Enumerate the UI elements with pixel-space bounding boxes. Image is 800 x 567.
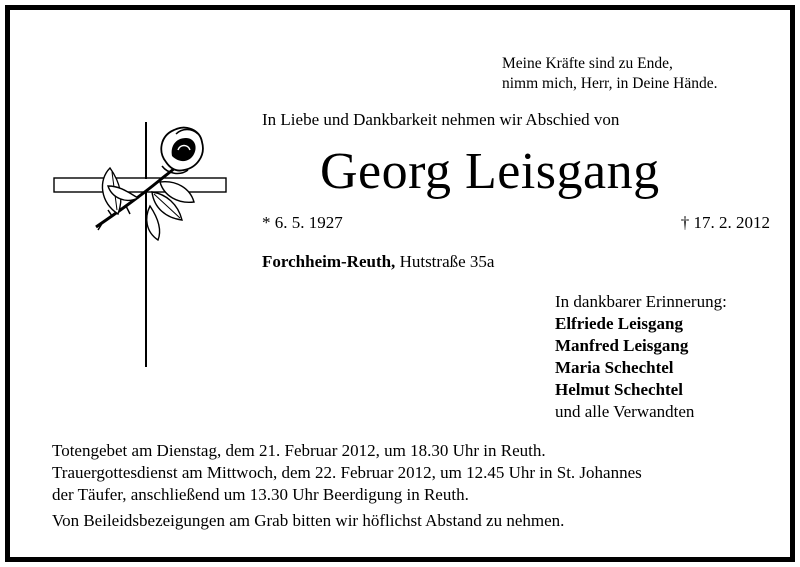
cross-with-rose-icon — [48, 122, 238, 372]
birth-date: * 6. 5. 1927 — [262, 213, 343, 232]
intro-text: In Liebe und Dankbarkeit nehmen wir Abschied von — [262, 110, 620, 129]
burial-info: der Täufer, anschließend um 13.30 Uhr Beerdigung in Reuth. — [52, 485, 469, 504]
mourners-closing: und alle Verwandten — [555, 402, 695, 421]
prayer-info: Totengebet am Dienstag, dem 21. Februar 2012, um 18.30 Uhr in Reuth. — [52, 441, 546, 460]
service-details — [52, 440, 642, 532]
residence — [262, 252, 494, 272]
condolence-request: Von Beileidsbezeigungen am Grab bitten wir höflichst Abstand zu nehmen. — [52, 511, 565, 530]
mourners-block — [555, 291, 727, 423]
mourner-name: Maria Schechtel — [555, 358, 674, 377]
mourner-name: Manfred Leisgang — [555, 336, 689, 355]
quote — [502, 54, 717, 94]
mourners-heading: In dankbarer Erinnerung: — [555, 292, 727, 311]
death-date: † 17. 2. 2012 — [680, 213, 770, 232]
quote-line-1: Meine Kräfte sind zu Ende, — [502, 55, 673, 72]
quote-line-2: nimm mich, Herr, in Deine Hände. — [502, 75, 718, 92]
deceased-name: Georg Leisgang — [320, 143, 660, 200]
residence-town: Forchheim-Reuth, — [262, 252, 396, 271]
obituary-notice — [5, 5, 795, 562]
funeral-mass-info: Trauergottesdienst am Mittwoch, dem 22. Februar 2012, um 12.45 Uhr in St. Johannes — [52, 463, 642, 482]
mourner-name: Elfriede Leisgang — [555, 314, 683, 333]
residence-address: Hutstraße 35a — [395, 252, 495, 271]
mourner-name: Helmut Schechtel — [555, 380, 683, 399]
